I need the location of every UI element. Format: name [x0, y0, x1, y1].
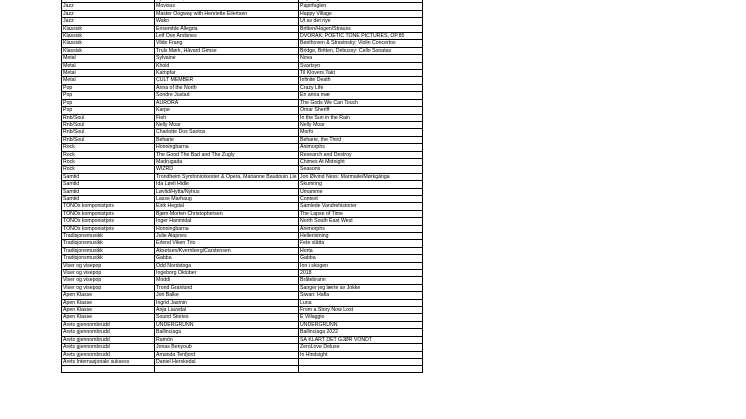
category-cell[interactable]: Klassisk — [62, 47, 155, 54]
artist-cell[interactable]: Ramón — [155, 336, 299, 343]
table-row — [62, 307, 423, 314]
album-cell[interactable]: Crazy Life — [299, 84, 423, 91]
album-cell[interactable]: Seasons — [299, 166, 423, 173]
table-row — [62, 203, 423, 210]
table-row — [62, 262, 423, 269]
album-cell[interactable] — [299, 358, 423, 365]
artist-cell[interactable]: Ingrid Jasmin — [155, 299, 299, 306]
artist-cell[interactable]: Sound Stories — [155, 314, 299, 321]
artist-cell[interactable]: Anja Lauvdal — [155, 307, 299, 314]
category-cell[interactable]: Årets gjennombrudd — [62, 321, 155, 328]
table-row — [62, 247, 423, 254]
category-cell[interactable]: Åpen Klasse — [62, 314, 155, 321]
album-cell[interactable]: Chimes At Midnight — [299, 158, 423, 165]
artist-cell[interactable]: Bjørn Morten Christophersen — [155, 210, 299, 217]
table-row — [62, 18, 423, 25]
table-row — [62, 121, 423, 128]
category-cell[interactable]: Rock — [62, 144, 155, 151]
category-cell[interactable]: TONOs komponistpris — [62, 203, 155, 210]
category-cell[interactable]: Pop — [62, 92, 155, 99]
artist-cell[interactable]: Trondheim Symfoniorkester & Opera, Marianne Baudouin Lie — [156, 173, 297, 180]
album-cell[interactable]: Ballinciaga 2022 — [299, 329, 423, 336]
artist-cell[interactable]: Wako — [155, 18, 299, 25]
album-cell[interactable]: Samlede Vandrehistorier — [299, 203, 423, 210]
album-cell[interactable]: DVOŘÁK: POETIC TONE PICTURES, OP.85 — [299, 33, 423, 40]
category-cell[interactable]: Viser og visepop — [62, 262, 155, 269]
category-cell[interactable]: Årets gjennombrudd — [62, 351, 155, 358]
category-cell[interactable]: Samtid — [62, 195, 155, 202]
category-cell[interactable]: Jazz — [62, 10, 155, 17]
category-cell[interactable]: TONOs komponistpris — [62, 225, 155, 232]
table-row — [62, 358, 423, 365]
category-cell[interactable]: Rnb/Soul — [62, 136, 155, 143]
category-cell[interactable]: TONOs komponistpris — [62, 210, 155, 217]
table-row — [62, 84, 423, 91]
category-cell[interactable]: Samtid — [62, 173, 155, 180]
table-row — [62, 77, 423, 84]
album-cell[interactable]: Nelly Moar — [299, 121, 423, 128]
category-cell[interactable]: Åpen Klasse — [62, 307, 155, 314]
album-cell[interactable]: Papirfuglen — [299, 3, 423, 10]
artist-cell[interactable]: Honningbarna — [155, 144, 299, 151]
category-cell[interactable]: Pop — [62, 84, 155, 91]
album-cell[interactable]: Animorphs — [299, 144, 423, 151]
table-row — [62, 3, 423, 10]
album-cell[interactable]: Omar Sheriff — [299, 107, 423, 114]
album-cell[interactable]: From a Story Now Lost — [299, 307, 423, 314]
artist-cell[interactable]: CULT MEMBER — [155, 77, 299, 84]
artist-cell[interactable]: Anna of the North — [155, 84, 299, 91]
artist-cell[interactable]: Ensemble Allegria — [155, 25, 299, 32]
category-cell[interactable]: Metal — [62, 70, 155, 77]
category-cell[interactable]: Pop — [62, 107, 155, 114]
category-cell[interactable]: Klassisk — [62, 25, 155, 32]
table-row — [62, 62, 423, 69]
album-cell[interactable] — [299, 366, 423, 372]
table-row — [62, 136, 423, 143]
category-cell[interactable]: Metal — [62, 77, 155, 84]
category-cell[interactable]: Rock — [62, 158, 155, 165]
category-cell[interactable]: Årets gjennombrudd — [62, 344, 155, 351]
album-cell[interactable]: Sanger jeg lærte av Jokke — [299, 284, 423, 291]
album-cell[interactable]: The Gods We Can Touch — [299, 99, 423, 106]
album-cell[interactable]: Bridge, Britten, Debussy: Cello Sonatas — [299, 47, 423, 54]
category-cell[interactable]: Årets gjennombrudd — [62, 336, 155, 343]
table-row — [62, 292, 423, 299]
category-cell[interactable]: Samtid — [62, 188, 155, 195]
album-cell[interactable]: Ümamme — [299, 188, 423, 195]
table-row — [62, 114, 423, 121]
category-cell[interactable]: Tradisjonsmusikk — [62, 240, 155, 247]
category-cell[interactable]: Rock — [62, 166, 155, 173]
album-cell[interactable]: North South East West — [299, 218, 423, 225]
artist-cell[interactable] — [155, 366, 299, 372]
category-cell[interactable]: Jazz — [62, 18, 155, 25]
category-cell[interactable]: Årets gjennombrudd — [62, 329, 155, 336]
album-cell[interactable]: Til Klovers Takt — [299, 70, 423, 77]
table-row — [62, 47, 423, 54]
album-cell[interactable]: Gabba — [299, 255, 423, 262]
table-row — [62, 151, 423, 158]
album-cell[interactable]: Bråtebrann — [299, 277, 423, 284]
artist-cell[interactable]: Moddi — [155, 277, 299, 284]
album-cell[interactable]: Luna — [299, 299, 423, 306]
album-cell[interactable]: 2018 — [299, 270, 423, 277]
category-cell[interactable]: Klassisk — [62, 40, 155, 47]
album-cell[interactable]: Nova — [299, 55, 423, 62]
table-row — [62, 25, 423, 32]
album-cell[interactable]: Siwan: Hafla — [299, 292, 423, 299]
table-row — [62, 344, 423, 351]
category-cell[interactable]: Åpen Klasse — [62, 292, 155, 299]
table-row — [62, 351, 423, 358]
category-cell[interactable]: Pop — [62, 99, 155, 106]
artist-cell[interactable]: The Good The Bad and The Zugly — [155, 151, 299, 158]
artist-cell[interactable]: Sondre Justad — [155, 92, 299, 99]
artist-cell[interactable]: Trond Granlund — [155, 284, 299, 291]
artist-cell[interactable]: Madrugada — [155, 158, 299, 165]
table-row — [62, 284, 423, 291]
artist-cell[interactable]: Fieh — [155, 114, 299, 121]
album-cell[interactable]: En anna mæ — [299, 92, 423, 99]
artist-cell[interactable]: Honningbarna — [155, 225, 299, 232]
table-row — [62, 329, 423, 336]
artist-cell[interactable]: Daniel Herskedal — [155, 358, 299, 365]
nominee-table-body — [62, 0, 423, 372]
table-row — [62, 299, 423, 306]
table-row — [62, 173, 423, 180]
table-row — [62, 166, 423, 173]
album-cell[interactable]: Beharie, the Third — [299, 136, 423, 143]
artist-cell[interactable]: AURORA — [155, 99, 299, 106]
artist-cell[interactable]: Karpe — [155, 107, 299, 114]
album-cell[interactable]: Beethoven & Stravinsky: Violin Concertos — [299, 40, 423, 47]
album-cell[interactable]: SÅ KLART DET GJØR VONDT — [299, 336, 423, 343]
category-cell[interactable]: Klassisk — [62, 33, 155, 40]
table-row — [62, 277, 423, 284]
category-cell[interactable]: Viser og visepop — [62, 270, 155, 277]
category-cell[interactable]: Viser og visepop — [62, 277, 155, 284]
category-cell[interactable]: TONOs komponistpris — [62, 218, 155, 225]
table-row — [62, 40, 423, 47]
artist-cell[interactable]: Ingeborg Oktober — [155, 270, 299, 277]
table-row — [62, 210, 423, 217]
artist-cell[interactable]: Movisus — [155, 3, 299, 10]
category-cell[interactable]: Metal — [62, 55, 155, 62]
table-row — [62, 195, 423, 202]
table-row — [62, 314, 423, 321]
album-cell[interactable]: Animorphs — [299, 225, 423, 232]
artist-cell[interactable]: Lasse Marhaug — [155, 195, 299, 202]
artist-cell[interactable]: Truls Mørk, Håvard Gimse — [155, 47, 299, 54]
album-cell[interactable]: In Hindsight — [299, 351, 423, 358]
artist-cell[interactable]: Jon Balke — [155, 292, 299, 299]
artist-cell[interactable]: Julie Alapnes — [155, 233, 299, 240]
artist-cell[interactable]: Vilde Frang — [155, 40, 299, 47]
artist-cell[interactable]: Kampfar — [155, 70, 299, 77]
artist-cell[interactable]: Aksetsen/Kvernberg/Carstensen — [155, 247, 299, 254]
table-row — [62, 255, 423, 262]
artist-cell[interactable]: Beharie — [155, 136, 299, 143]
category-cell[interactable]: Rnb/Soul — [62, 114, 155, 121]
spreadsheet — [61, 0, 423, 373]
table-row — [62, 99, 423, 106]
artist-cell[interactable]: Løvlid/Hytta/Nyhus — [155, 188, 299, 195]
album-cell[interactable]: Inn i skogen — [299, 262, 423, 269]
album-cell[interactable]: Ut av det nye — [299, 18, 423, 25]
category-cell[interactable]: Tradisjonsmusikk — [62, 247, 155, 254]
table-row — [62, 55, 423, 62]
artist-cell[interactable]: Ballinciaga — [155, 329, 299, 336]
album-cell[interactable]: UNDERGRUNN — [299, 321, 423, 328]
table-row — [62, 33, 423, 40]
album-cell[interactable]: Helleristning — [299, 233, 423, 240]
artist-cell[interactable]: Gabba — [155, 255, 299, 262]
category-cell[interactable]: Åpen Klasse — [62, 299, 155, 306]
album-cell[interactable]: Horta — [299, 247, 423, 254]
category-cell[interactable]: Årets Internasjonale suksess — [62, 358, 155, 365]
category-cell[interactable]: Jazz — [62, 3, 155, 10]
album-cell[interactable]: Jon Øivind Ness: Marmaile/Mørkgånga — [299, 173, 423, 180]
table-row — [62, 366, 423, 372]
album-cell[interactable]: In the Sun in the Rain — [299, 114, 423, 121]
album-cell[interactable]: ZeroLove Deluxe — [299, 344, 423, 351]
table-row — [62, 107, 423, 114]
table-row — [62, 181, 423, 188]
artist-cell[interactable]: Sylvaine — [155, 55, 299, 62]
category-cell[interactable]: Rnb/Soul — [62, 129, 155, 136]
table-row — [62, 92, 423, 99]
table-row — [62, 240, 423, 247]
artist-cell[interactable]: Charlotte Dos Santos — [155, 129, 299, 136]
artist-cell[interactable]: Master Oogway with Henriette Eilertsen — [155, 10, 299, 17]
table-row — [62, 158, 423, 165]
artist-cell[interactable]: Nelly Moar — [155, 121, 299, 128]
table-row — [62, 218, 423, 225]
album-cell[interactable]: Svartsyn — [299, 62, 423, 69]
artist-cell[interactable]: Amanda Tenfjord — [155, 351, 299, 358]
artist-cell[interactable]: Inger Hanmidal — [155, 218, 299, 225]
artist-cell[interactable]: Eirik Hegdal — [155, 203, 299, 210]
artist-cell[interactable]: Erlend Viken Trio — [155, 240, 299, 247]
album-cell[interactable]: Research and Destroy — [299, 151, 423, 158]
album-cell[interactable]: Skumring — [299, 181, 423, 188]
album-cell[interactable]: Fete slåtta — [299, 240, 423, 247]
table-row — [62, 233, 423, 240]
album-cell[interactable]: The Lapse of Time — [299, 210, 423, 217]
artist-cell[interactable]: Jonas Benyoub — [155, 344, 299, 351]
album-cell[interactable]: Infinite Death — [299, 77, 423, 84]
category-cell[interactable]: Rnb/Soul — [62, 121, 155, 128]
table-row — [62, 129, 423, 136]
artist-cell[interactable]: Odd Nordstoga — [155, 262, 299, 269]
table-row — [62, 321, 423, 328]
table-row — [62, 225, 423, 232]
artist-cell[interactable]: Ida Løvli Hidle — [155, 181, 299, 188]
artist-cell[interactable]: WIZRD — [155, 166, 299, 173]
table-row — [62, 188, 423, 195]
album-cell[interactable]: Morfo — [299, 129, 423, 136]
table-row — [62, 270, 423, 277]
artist-cell[interactable]: Leif Ove Andsnes — [155, 33, 299, 40]
table-row — [62, 10, 423, 17]
category-cell[interactable]: Metal — [62, 62, 155, 69]
category-cell[interactable]: Rock — [62, 151, 155, 158]
artist-cell[interactable]: Khold — [155, 62, 299, 69]
album-cell[interactable]: E Villaggio — [299, 314, 423, 321]
album-cell[interactable]: Britten/Hagen/Strauss — [299, 25, 423, 32]
album-cell[interactable]: Context — [299, 195, 423, 202]
category-cell[interactable]: Viser og visepop — [62, 284, 155, 291]
category-cell[interactable] — [62, 366, 155, 372]
artist-cell[interactable]: UNDERGRUNN — [155, 321, 299, 328]
category-cell[interactable]: Tradisjonsmusikk — [62, 233, 155, 240]
table-row — [62, 70, 423, 77]
table-row — [62, 336, 423, 343]
nominee-table — [61, 0, 423, 373]
table-row — [62, 144, 423, 151]
category-cell[interactable]: Tradisjonsmusikk — [62, 255, 155, 262]
category-cell[interactable]: Samtid — [62, 181, 155, 188]
album-cell[interactable]: Happy Village — [299, 10, 423, 17]
